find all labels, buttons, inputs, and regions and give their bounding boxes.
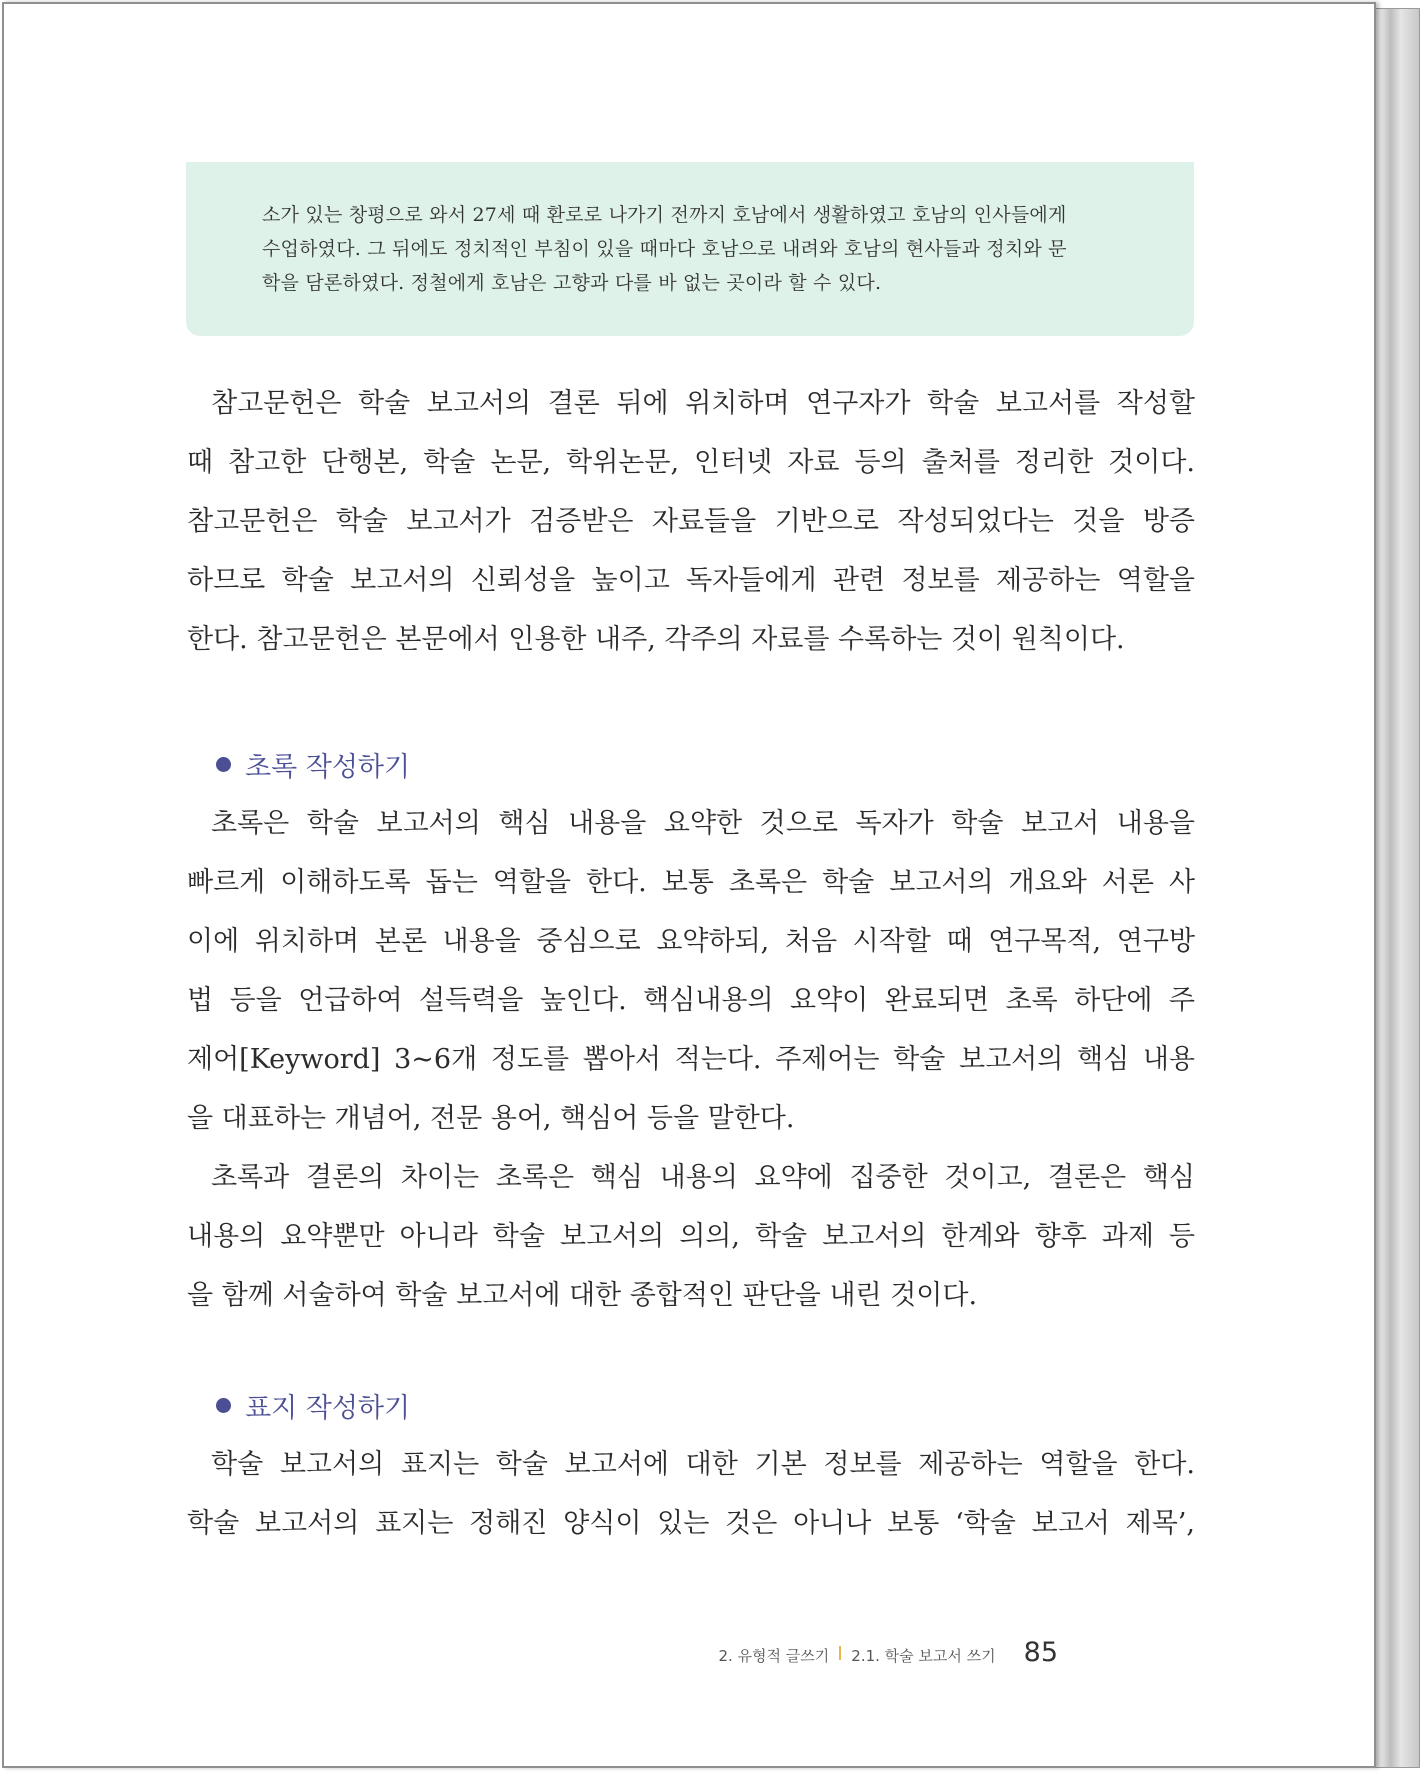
- note-line: 학을 담론하였다. 정철에게 호남은 고향과 다를 바 없는 곳이라 할 수 있다.: [262, 272, 882, 294]
- paragraph-line: 초록은 학술 보고서의 핵심 내용을 요약한 것으로 독자가 학술 보고서 내용을: [211, 808, 1195, 839]
- footer-section: 2.1. 학술 보고서 쓰기: [851, 1647, 996, 1665]
- note-line: 소가 있는 창평으로 와서 27세 때 환로로 나가기 전까지 호남에서 생활하였고 호남의 인사들에게: [262, 204, 1067, 226]
- paragraph-line: 빠르게 이해하도록 돕는 역할을 한다. 보통 초록은 학술 보고서의 개요와 서론 사: [187, 867, 1195, 898]
- page-number: 85: [1023, 1637, 1058, 1668]
- paragraph-line: 학술 보고서의 표지는 정해진 양식이 있는 것은 아니나 보통 ‘학술 보고서 제목’,: [187, 1508, 1195, 1539]
- paragraph-line: 이에 위치하며 본론 내용을 중심으로 요약하되, 처음 시작할 때 연구목적, 연구방: [187, 926, 1195, 957]
- paragraph-line: 을 대표하는 개념어, 전문 용어, 핵심어 등을 말한다.: [187, 1103, 795, 1134]
- paragraph-line: 을 함께 서술하여 학술 보고서에 대한 종합적인 판단을 내린 것이다.: [187, 1280, 978, 1311]
- note-box: [186, 162, 1194, 336]
- paragraph-line: 한다. 참고문헌은 본문에서 인용한 내주, 각주의 자료를 수록하는 것이 원칙이다.: [187, 624, 1125, 655]
- paragraph-line: 내용의 요약뿐만 아니라 학술 보고서의 의의, 학술 보고서의 한계와 향후 과제 등: [187, 1221, 1195, 1252]
- section-heading-cover: [216, 1385, 410, 1425]
- section-heading-abstract: [216, 744, 410, 784]
- section-heading-text: 초록 작성하기: [245, 751, 411, 783]
- paragraph-line: 참고문헌은 학술 보고서의 결론 뒤에 위치하며 연구자가 학술 보고서를 작성할: [211, 388, 1195, 419]
- bullet-icon: [216, 757, 231, 772]
- footer-chapter: 2. 유형적 글쓰기: [718, 1647, 830, 1665]
- cover-paragraph-1: [187, 1435, 1195, 1553]
- abstract-paragraph-1: [187, 794, 1195, 1148]
- paragraph-line: 초록과 결론의 차이는 초록은 핵심 내용의 요약에 집중한 것이고, 결론은 핵심: [211, 1162, 1195, 1193]
- paragraph-line: 때 참고한 단행본, 학술 논문, 학위논문, 인터넷 자료 등의 출처를 정리한 것이다.: [187, 447, 1195, 478]
- paragraph-line: 참고문헌은 학술 보고서가 검증받은 자료들을 기반으로 작성되었다는 것을 방증: [187, 506, 1195, 537]
- paragraph-line: 하므로 학술 보고서의 신뢰성을 높이고 독자들에게 관련 정보를 제공하는 역할을: [187, 565, 1195, 596]
- note-line: 수업하였다. 그 뒤에도 정치적인 부침이 있을 때마다 호남으로 내려와 호남의 현사들과 정치와 문: [262, 238, 1067, 260]
- bullet-icon: [216, 1398, 231, 1413]
- section-heading-text: 표지 작성하기: [245, 1392, 411, 1424]
- abstract-paragraph-2: [187, 1148, 1195, 1325]
- references-paragraph: [187, 374, 1195, 669]
- page-footer: [718, 1637, 1058, 1668]
- footer-separator: [839, 1646, 841, 1660]
- paragraph-line: 법 등을 언급하여 설득력을 높인다. 핵심내용의 요약이 완료되면 초록 하단에 주: [187, 985, 1195, 1016]
- paragraph-line: 제어[Keyword] 3~6개 정도를 뽑아서 적는다. 주제어는 학술 보고서의 핵심 내용: [187, 1044, 1195, 1075]
- book-page: [2, 2, 1376, 1768]
- paragraph-line: 학술 보고서의 표지는 학술 보고서에 대한 기본 정보를 제공하는 역할을 한다.: [211, 1449, 1195, 1480]
